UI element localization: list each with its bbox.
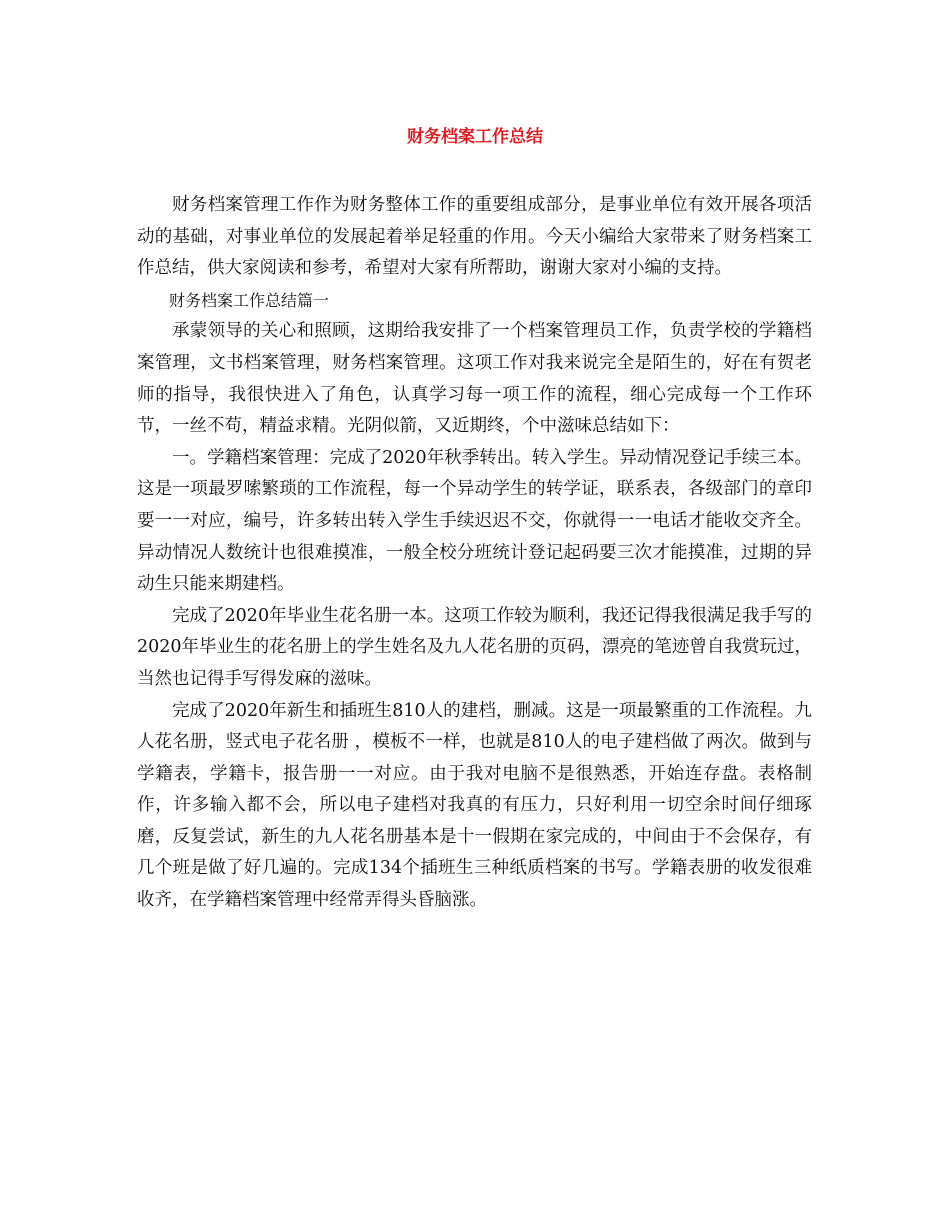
body-paragraph: 一。学籍档案管理：完成了2020年秋季转出。转入学生。异动情况登记手续三本。这是一项最罗嗦繁琐的工作流程，每一个异动学生的转学证，联系表，各级部门的章印要一一对应，编号，许多转出转入学生手续迟迟不交，你就得一一电话才能收交齐全。异动情况人数统计也很难摸准，一般全校分班统计登记起码要三次才能摸准，过期的异动生只能来期建档。: [137, 447, 812, 595]
body-paragraph: 完成了2020年毕业生花名册一本。这项工作较为顺利，我还记得我很满足我手写的2020年毕业生的花名册上的学生姓名及九人花名册的页码，漂亮的笔迹曾自我赏玩过，当然也记得手写得发麻的滋味。: [137, 605, 812, 689]
body-paragraph: 完成了2020年新生和插班生810人的建档，删减。这是一项最繁重的工作流程。九人花名册，竖式电子花名册 ，模板不一样，也就是810人的电子建档做了两次。做到与学籍表，学籍卡，报告册一一对应。由于我对电脑不是很熟悉，开始连存盘。表格制作，许多输入都不会，所以电子建档对我真的有压力，只好利用一切空余时间仔细琢磨，反复尝试，新生的九人花名册基本是十一假期在家完成的，中间由于不会保存，有几个班是做了好几遍的。完成134个插班生三种纸质档案的书写。学籍表册的收发很难收齐，在学籍档案管理中经常弄得头昏脑涨。: [137, 700, 812, 911]
body-paragraph: 承蒙领导的关心和照顾，这期给我安排了一个档案管理员工作，负责学校的学籍档案管理，文书档案管理，财务档案管理。这项工作对我来说完全是陌生的，好在有贺老师的指导，我很快进入了角色，认真学习每一项工作的流程，细心完成每一个工作环节，一丝不苟，精益求精。光阴似箭，又近期终，个中滋味总结如下：: [137, 321, 812, 437]
document-title: 财务档案工作总结: [407, 127, 543, 147]
document-body: [137, 190, 812, 917]
section-heading: 财务档案工作总结篇一: [169, 290, 330, 310]
intro-paragraph: 财务档案管理工作作为财务整体工作的重要组成部分，是事业单位有效开展各项活动的基础，对事业单位的发展起着举足轻重的作用。今天小编给大家带来了财务档案工作总结，供大家阅读和参考，希望对大家有所帮助，谢谢大家对小编的支持。: [137, 195, 812, 279]
